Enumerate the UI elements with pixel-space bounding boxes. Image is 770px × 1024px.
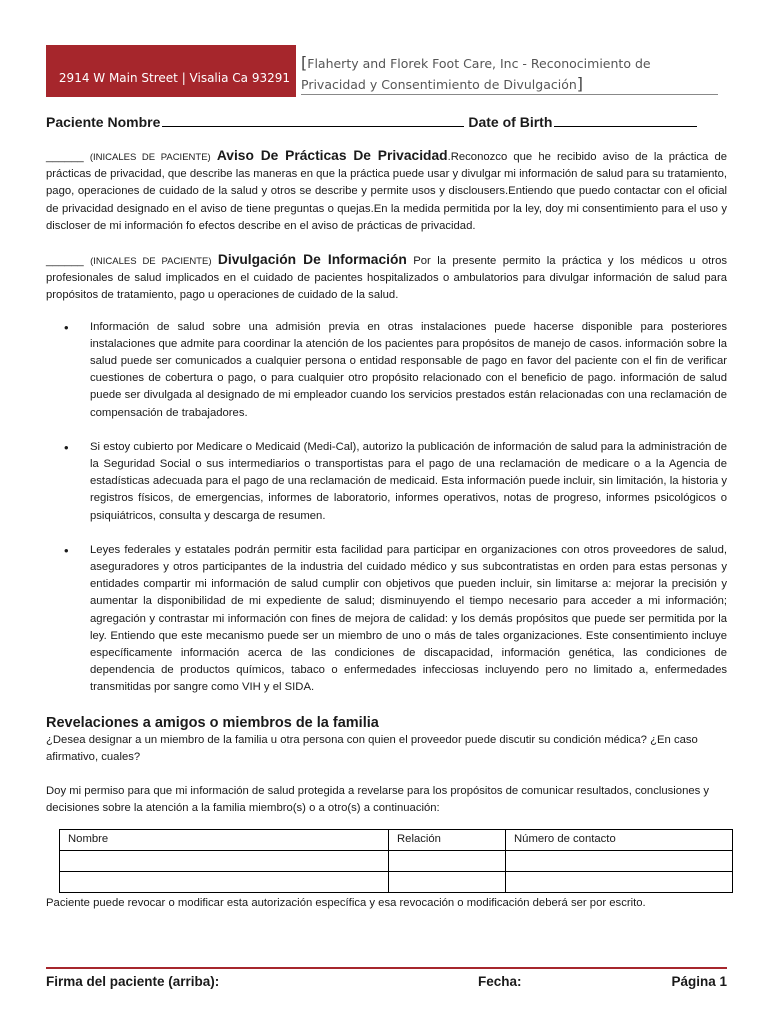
bullet-text: Si estoy cubierto por Medicare o Medicaid (Medi-Cal), autorizo la publicación de información de salud para la administración de la Seguridad Social o sus intermediarios o transportistas para el pago de una reclamación de medicare o a la Agencia de estadísticas adecuada para el pago de una reclamación de medicaid. Esta información puede incluir, sin limitación, la historia y registros físicos, de emergencias, informes de laboratorio, informes operativos, notas de progreso, informes psicológicos o psiquiátricos, consulta y descarga de resumen. xyxy=(90,440,727,522)
initials-label-1: (INICALES DE PACIENTE) xyxy=(89,152,211,163)
table-header-row xyxy=(60,829,733,850)
table-row xyxy=(60,871,733,892)
signature-label: Firma del paciente (arriba): xyxy=(46,974,220,989)
privacy-notice-section xyxy=(46,147,727,235)
bullet-icon: • xyxy=(64,542,69,558)
relation-cell[interactable] xyxy=(389,871,506,892)
document-title xyxy=(301,53,721,95)
table-row xyxy=(60,850,733,871)
list-item xyxy=(64,542,727,697)
dob-field[interactable] xyxy=(554,113,697,127)
disclosure-section xyxy=(46,251,727,305)
disclosure-title: Divulgación De Información xyxy=(217,252,407,268)
column-header-relation: Relación xyxy=(389,829,506,850)
document-body xyxy=(46,147,727,912)
contact-cell[interactable] xyxy=(506,850,733,871)
privacy-notice-text: .Reconozco que he recibido aviso de la práctica de prácticas de privacidad, que describe las maneras en que la práctica puede usar y divulgar mi información de salud para su tratamiento, pago, operaciones de cuidado de la salud y otros se describe y permite usos y disclousers.Entiendo que puedo contactar con el oficial de privacidad designado en el aviso de tiene preguntas o quejas.En la medida permitida por la ley, doy mi consentimiento para el uso y discloser de mi información fo efectos describe en el aviso de prácticas de privacidad. xyxy=(46,151,728,232)
dob-label: Date of Birth xyxy=(468,114,553,130)
privacy-notice-title: Aviso De Prácticas De Privacidad xyxy=(216,148,448,163)
family-question: ¿Desea designar a un miembro de la familia u otra persona con quien el proveedor puede discutir su condición médica? ¿En caso afirmativo, cuales? xyxy=(46,733,698,763)
column-header-name: Nombre xyxy=(60,829,389,850)
relation-cell[interactable] xyxy=(389,850,506,871)
date-label: Fecha: xyxy=(478,974,522,989)
bracket-open: [ xyxy=(301,53,308,72)
patient-name-label: Paciente Nombre xyxy=(46,114,161,130)
family-permission: Doy mi permiso para que mi información de salud protegida a revelarse para los propósitos de comunicar resultados, conclusiones y decisiones sobre la atención a la familia miembro(s) o a otro(s) a continuación: xyxy=(46,785,710,815)
bullet-text: Información de salud sobre una admisión previa en otras instalaciones puede hacerse disponible para posteriores instalaciones que admite para coordinar la atención de los pacientes para propósitos de manejo de casos. información sobre la salud puede ser comunicados a cualquier persona o entidad responsable de pago en favor del paciente con el fin de verificar cuestiones de cobertura o pago, o para cualquier otro propósito relacionado con el beneficio de pago. información de salud puede ser divulgada al designado de mi empleador cuando los servicios prestados están relacionadas con una reclamación de compensación de trabajadores. xyxy=(90,320,727,419)
practice-address: 2914 W Main Street | Visalia Ca 93291 xyxy=(58,71,290,85)
footer xyxy=(46,967,727,989)
name-cell[interactable] xyxy=(60,871,389,892)
list-item xyxy=(64,439,727,525)
title-line-1: Flaherty and Florek Foot Care, Inc - Reconocimiento de xyxy=(307,56,651,71)
header-divider xyxy=(301,94,718,95)
column-header-contact: Número de contacto xyxy=(506,829,733,850)
disclosure-text: Por la presente permito la práctica y los médicos u otros profesionales de salud implicados en el cuidado de pacientes hospitalizados o ambulatorios para divulgar información de salud para propósitos de tratamiento, pago u operaciones de cuidado de la salud. xyxy=(46,255,728,302)
contact-cell[interactable] xyxy=(506,871,733,892)
initials-label-2: (INICALES DE PACIENTE) xyxy=(90,256,212,268)
initials-blank-1[interactable]: ______ xyxy=(46,151,84,163)
bracket-close: ] xyxy=(576,74,584,93)
disclosure-bullets xyxy=(46,319,727,697)
title-line-2: Privacidad y Consentimiento de Divulgación xyxy=(301,77,577,92)
family-section-title: Revelaciones a amigos o miembros de la familia xyxy=(46,714,379,731)
bullet-text: Leyes federales y estatales podrán permitir esta facilidad para participar en organizaciones con otros proveedores de salud, aseguradores y otros participantes de la industria del cuidado médico y sus subcontratistas en orden para estas personas y entidades compartir mi información de salud cumplir con objetivos que pueden incluir, sin limitarse a: mejorar la precisión y aumentar la disponibilidad de mi expediente de salud; disminuyendo el tiempo necesario para acceder a mi información; agregación y contrastar mi información con fines de mejora de calidad: y los demás propósitos que puede ser permitida por la ley. Entiendo que este mecanismo puede ser un miembro de uno o más de tales organizaciones. Este consentimiento incluye específicamente información acerca de las condiciones de discapacidad, información genética, las condiciones de dependencia de productos químicos, tabaco o enfermedades infecciosas incluyendo pero no limitado a, enfermedades transmitidas por sangre como VIH y el SIDA. xyxy=(90,543,727,694)
list-item xyxy=(64,319,727,422)
name-cell[interactable] xyxy=(60,850,389,871)
header-address-band xyxy=(46,45,296,97)
patient-name-field[interactable] xyxy=(162,113,464,127)
initials-blank-2[interactable]: ______ xyxy=(46,255,84,268)
revocation-note: Paciente puede revocar o modificar esta autorización específica y esa revocación o modificación deberá ser por escrito. xyxy=(46,896,646,909)
bullet-icon: • xyxy=(64,319,69,335)
bullet-icon: • xyxy=(64,439,69,455)
family-contacts-table xyxy=(59,829,733,893)
patient-info-row xyxy=(46,113,726,130)
page-number: Página 1 xyxy=(671,974,727,989)
